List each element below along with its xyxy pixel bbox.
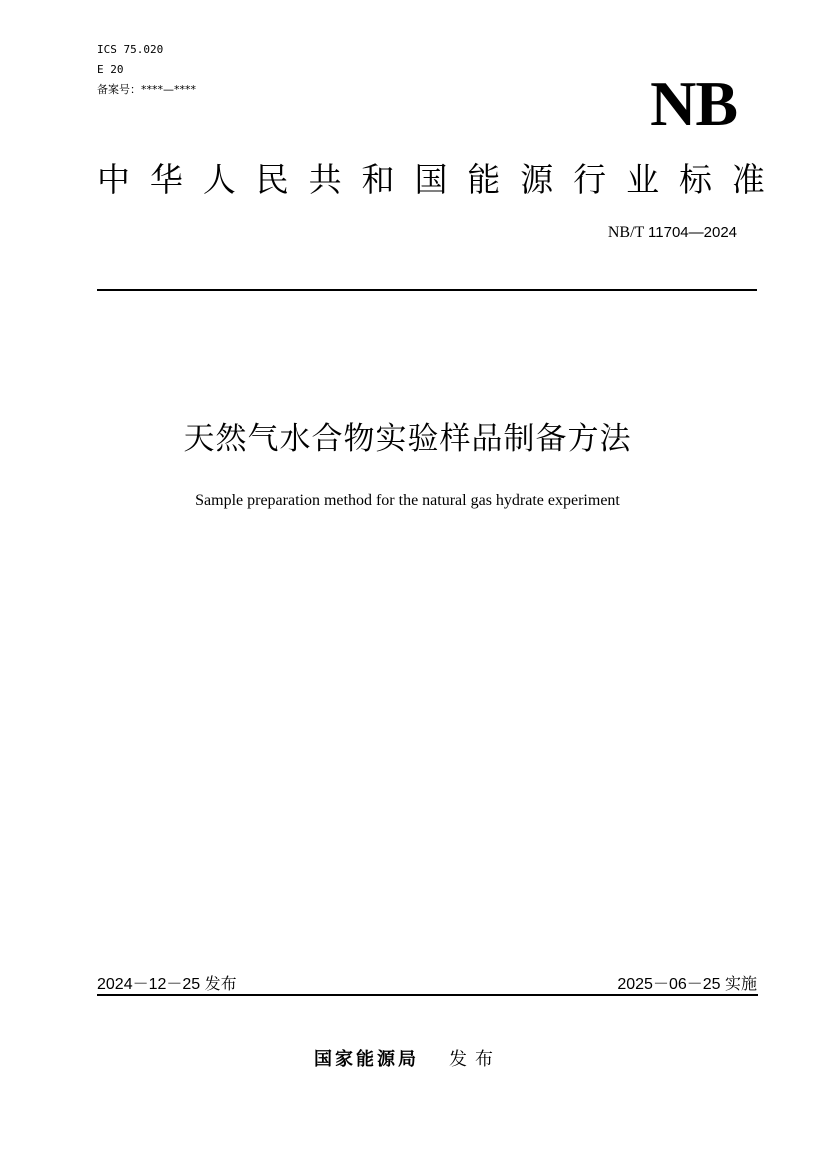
standard-code: 11704—2024 [648,224,737,241]
category-char: 源 [520,160,554,199]
standard-category-title [97,158,765,202]
issuer-line [0,1046,815,1074]
category-char: 准 [731,160,765,199]
category-char: 民 [255,160,289,199]
category-char: 国 [414,160,448,199]
category-char: 业 [626,160,660,199]
issue-date: 2024－12－25 发布 [97,976,237,993]
document-title-en: Sample preparation method for the natural gas hydrate experiment [195,492,620,509]
standard-prefix: NB/T [607,224,645,241]
issuer-name: 国家能源局 [314,1049,419,1070]
document-title-zh: 天然气水合物实验样品制备方法 [183,421,632,457]
category-char: 华 [149,160,183,199]
category-char: 中 [97,160,130,199]
classification-code: E 20 [97,63,124,76]
category-char: 共 [308,160,342,199]
issuer-action: 发布 [449,1049,501,1070]
category-char: 能 [467,160,501,199]
filing-number: 备案号：****—**** [97,83,196,96]
top-divider [97,289,757,291]
category-char: 行 [573,160,607,199]
bottom-divider [97,994,758,996]
ics-code: ICS 75.020 [97,43,164,56]
nb-logo: NB [650,68,737,139]
standard-number [608,222,737,244]
implementation-date: 2025－06－25 实施 [617,976,757,993]
category-char: 和 [361,160,395,199]
category-char: 标 [678,160,712,199]
category-char: 人 [202,160,236,199]
